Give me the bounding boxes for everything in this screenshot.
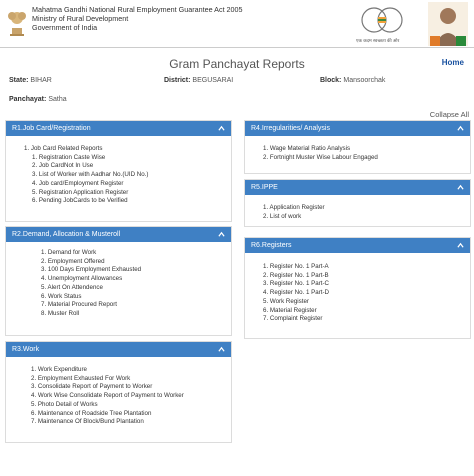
report-link[interactable]: 1. Register No. 1 Part-A (263, 263, 329, 270)
panel-r1-list (24, 154, 148, 206)
report-link[interactable]: 4. Register No. 1 Part-D (263, 289, 330, 297)
collapse-all-link[interactable]: Collapse All (429, 110, 469, 119)
panel-r2-list (41, 249, 141, 319)
gandhi-portrait-icon (428, 2, 468, 46)
panel-r2-header[interactable] (6, 227, 231, 242)
report-link[interactable]: 3. Register No. 1 Part-C (263, 280, 330, 288)
report-link[interactable]: 2. Employment Exhausted For Work (31, 374, 131, 382)
panchayat-label: Panchayat: (9, 96, 47, 103)
panel-r3-title: R3.Work (12, 346, 40, 353)
report-link[interactable]: 3. Consolidate Report of Payment to Worker (31, 383, 153, 391)
ministry-name: Ministry of Rural Development (32, 14, 129, 23)
panel-r1-header[interactable] (6, 121, 231, 136)
report-link[interactable]: 8. Muster Roll (41, 309, 80, 317)
chevron-up-icon[interactable] (218, 346, 225, 353)
panel-r2 (5, 226, 232, 336)
report-link[interactable]: 7. Material Procured Report (41, 301, 118, 309)
report-link[interactable]: 2. Employment Offered (41, 257, 105, 265)
report-link[interactable]: 2. Job CardNot In Use (32, 162, 94, 170)
state-value: BIHAR (30, 77, 52, 84)
report-link[interactable]: 5. Photo Detail of Works (31, 400, 98, 408)
block-info (320, 77, 385, 84)
panel-r4-list (263, 145, 378, 162)
panel-r4 (244, 120, 471, 174)
panel-r3 (5, 341, 232, 443)
report-link[interactable]: 1. Application Register (263, 204, 325, 211)
block-value: Mansoorchak (343, 77, 386, 84)
page-title: Gram Panchayat Reports (169, 57, 305, 71)
panel-r2-title: R2.Demand, Allocation & Musteroll (12, 231, 121, 238)
job-card-group-label: 1. Job Card Related Reports (24, 145, 103, 152)
report-link[interactable]: 6. Maintenance of Roadside Tree Plantation (31, 409, 152, 417)
chevron-up-icon[interactable] (457, 125, 464, 132)
panel-r6-list (263, 263, 329, 324)
panel-r1-title: R1.Job Card/Registration (12, 125, 91, 132)
report-link[interactable]: 6. Material Register (263, 306, 317, 314)
panel-r1-body (24, 145, 148, 206)
report-link[interactable]: 1. Demand for Work (41, 249, 97, 256)
report-link[interactable]: 7. Complaint Register (263, 315, 323, 323)
national-emblem-icon (6, 4, 28, 38)
header-divider (0, 47, 474, 48)
panel-r4-header[interactable] (245, 121, 470, 136)
district-info (164, 77, 233, 84)
swachh-bharat-logo-icon (360, 5, 404, 35)
panel-r5-title: R5.IPPE (251, 184, 278, 191)
report-link[interactable]: 6. Work Status (41, 292, 82, 300)
panel-r6-title: R6.Registers (251, 242, 292, 249)
report-link[interactable]: 2. Register No. 1 Part-B (263, 271, 329, 279)
panchayat-info (9, 96, 67, 103)
site-header (0, 0, 474, 46)
report-link[interactable]: 5. Alert On Attendence (41, 283, 103, 291)
chevron-up-icon[interactable] (218, 125, 225, 132)
panel-r6-header[interactable] (245, 238, 470, 253)
report-link[interactable]: 1. Work Expenditure (31, 366, 87, 373)
report-link[interactable]: 1. Registration Caste Wise (32, 153, 106, 161)
panel-r3-header[interactable] (6, 342, 231, 357)
home-link[interactable]: Home (441, 58, 464, 67)
panel-r5-list (263, 204, 325, 221)
report-link[interactable]: 7. Maintenance Of Block/Bund Plantation (31, 418, 144, 426)
government-name: Government of India (32, 23, 98, 32)
report-link[interactable]: 5. Work Register (263, 297, 309, 305)
report-link[interactable]: 4. Job card/Employment Register (32, 179, 124, 187)
chevron-up-icon[interactable] (218, 231, 225, 238)
report-link[interactable]: 5. Registration Application Register (32, 188, 129, 196)
panel-r6 (244, 237, 471, 339)
panel-r5-header[interactable] (245, 180, 470, 195)
report-link[interactable]: 2. Fortnight Muster Wise Labour Engaged (263, 153, 378, 161)
district-value: BEGUSARAI (192, 77, 234, 84)
state-info (9, 77, 52, 84)
block-label: Block: (320, 77, 342, 84)
ministry-block (32, 5, 243, 32)
district-label: District: (164, 77, 191, 84)
state-label: State: (9, 77, 29, 84)
act-name: Mahatma Gandhi National Rural Employment Guarantee Act 2005 (32, 5, 243, 14)
panel-r1 (5, 120, 232, 222)
panel-r3-list (31, 366, 184, 427)
report-link[interactable]: 6. Pending JobCards to be Verified (32, 197, 128, 205)
report-link[interactable]: 3. 100 Days Employment Exhausted (41, 266, 142, 274)
report-link[interactable]: 3. List of Worker with Aadhar No.(UID No.) (32, 171, 149, 179)
chevron-up-icon[interactable] (457, 184, 464, 191)
swachh-tagline: एक कदम स्वच्छता की ओर (356, 38, 400, 43)
panchayat-value: Satha (48, 96, 67, 103)
chevron-up-icon[interactable] (457, 242, 464, 249)
report-link[interactable]: 4. Unemployment Allowances (41, 275, 123, 283)
report-link[interactable]: 4. Work Wise Consolidate Report of Payment to Worker (31, 392, 184, 400)
report-link[interactable]: 1. Wage Material Ratio Analysis (263, 145, 351, 152)
panel-r5 (244, 179, 471, 227)
report-link[interactable]: 2. List of work (263, 212, 302, 220)
panel-r4-title: R4.Irregularities/ Analysis (251, 125, 330, 132)
